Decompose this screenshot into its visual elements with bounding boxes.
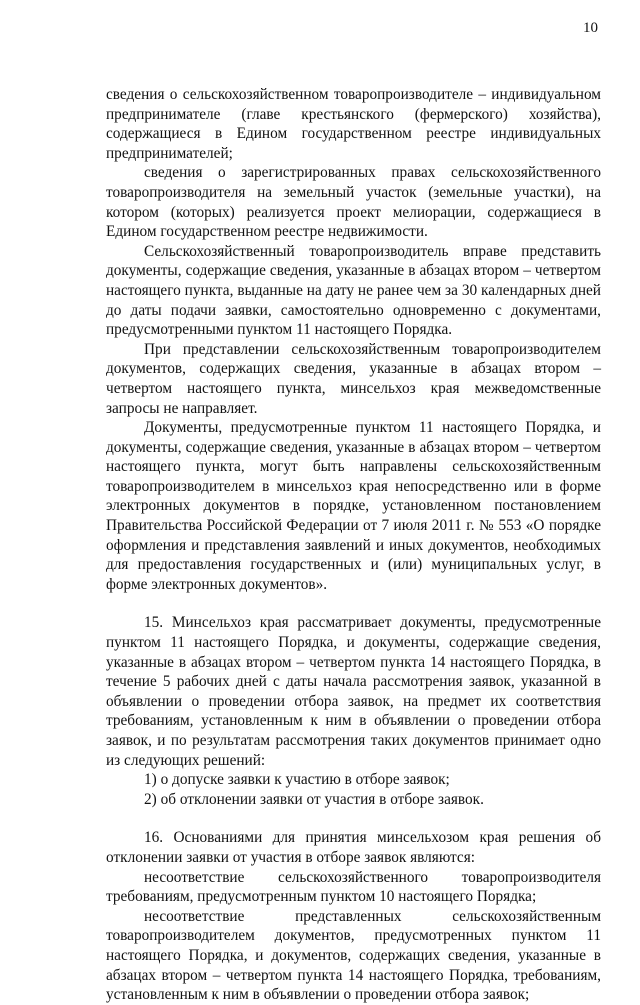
paragraph: При представлении сельскохозяйственным товаропроизводителем документов, содержащих сведения, указанные в абзацах втором – четвертом настоящего пункта, минсельхоз края межведомственные запросы не направляет.: [106, 340, 601, 417]
document-body: [106, 85, 601, 1005]
paragraph: 2) об отклонении заявки от участия в отборе заявок.: [144, 790, 484, 808]
paragraph: Документы, предусмотренные пунктом 11 настоящего Порядка, и документы, содержащие сведения, указанные в абзацах втором – четвертом настоящего пункта, могут быть направлены сельскохозяйственным товаропроизводителем в минсельхоз края непосредственно или в форме электронных документов в порядке, установленном постановлением Правительства Российской Федерации от 7 июля 2011 г. № 553 «О порядке оформления и представления заявлений и иных документов, необходимых для предоставления государственных и (или) муниципальных услуг, в форме электронных документов».: [106, 419, 601, 593]
paragraph: Сельскохозяйственный товаропроизводитель вправе представить документы, содержащие сведения, указанные в абзацах втором – четвертом настоящего пункта, выданные на дату не ранее чем за 30 календарных дней до даты подачи заявки, самостоятельно одновременно с документами, предусмотренными пунктом 11 настоящего Порядка.: [106, 242, 601, 339]
paragraph: несоответствие сельскохозяйственного товаропроизводителя требованиям, предусмотренным пунктом 10 настоящего Порядка;: [106, 868, 601, 906]
paragraph: 1) о допуске заявки к участию в отборе заявок;: [144, 771, 450, 789]
paragraph: сведения о сельскохозяйственном товаропроизводителе – индивидуальном предпринимателе (главе крестьянского (фермерского) хозяйства), содержащиеся в Едином государственном реестре индивидуальных предпринимателей;: [106, 86, 601, 162]
paragraph: 16. Основаниями для принятия минсельхозом края решения об отклонении заявки от участия в отборе заявок являются:: [106, 829, 601, 866]
paragraph: несоответствие представленных сельскохозяйственным товаропроизводителем документов, предусмотренных пунктом 11 настоящего Порядка, и документов, содержащих сведения, указанные в абзацах втором – четвертом пункта 14 настоящего Порядка, требованиям, установленным к ним в объявлении о проведении отбора заявок;: [106, 907, 601, 1004]
page-number: 10: [583, 20, 598, 36]
paragraph: сведения о зарегистрированных правах сельскохозяйственного товаропроизводителя на земельный участок (земельные участки), на котором (которых) реализуется проект мелиорации, содержащиеся в Едином государственном реестре недвижимости.: [106, 164, 601, 241]
paragraph: 15. Минсельхоз края рассматривает документы, предусмотренные пунктом 11 настоящего Порядка, и документы, содержащие сведения, указанные в абзацах втором – четвертом пункта 14 настоящего Порядка, в течение 5 рабочих дней с даты начала рассмотрения заявок, указанной в объявлении о проведении отбора заявок, на предмет их соответствия требованиям, установленным к ним в объявлении о проведении отбора заявок, и по результатам рассмотрения таких документов принимает одно из следующих решений:: [106, 614, 601, 769]
